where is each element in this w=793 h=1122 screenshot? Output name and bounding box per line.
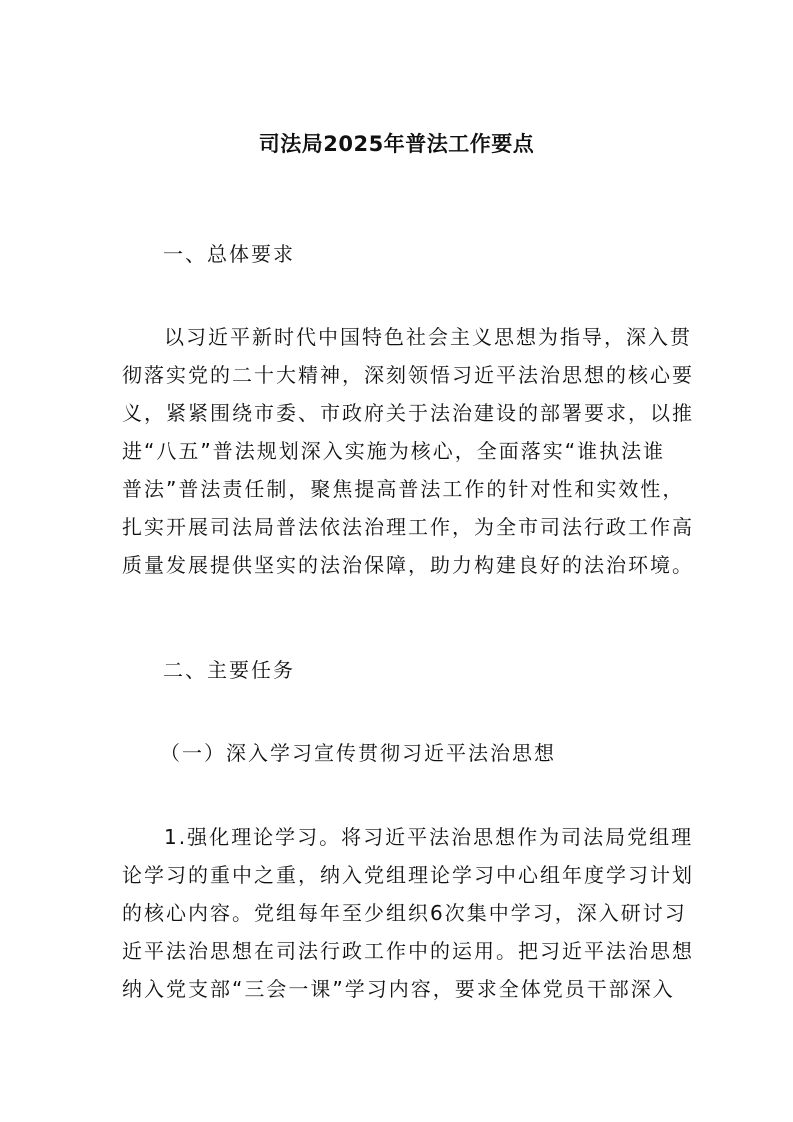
general-requirements-paragraph	[122, 318, 694, 584]
paragraph-line: 义，紧紧围绕市委、市政府关于法治建设的部署要求，以推	[122, 401, 694, 425]
paragraph-line: 论学习的重中之重，纳入党组理论学习中心组年度学习计划	[122, 863, 694, 887]
theory-study-paragraph	[122, 818, 694, 1008]
paragraph-line: 彻落实党的二十大精神，深刻领悟习近平法治思想的核心要	[122, 363, 694, 387]
paragraph-line: 近平法治思想在司法行政工作中的运用。把习近平法治思想	[122, 939, 694, 963]
paragraph-line: 1.强化理论学习。将习近平法治思想作为司法局党组理	[164, 825, 694, 849]
section-heading-main-tasks: 二、主要任务	[163, 658, 295, 682]
paragraph-line: 进“八五”普法规划深入实施为核心，全面落实“谁执法谁	[122, 439, 666, 463]
paragraph-line: 扎实开展司法局普法依法治理工作，为全市司法行政工作高	[122, 515, 694, 539]
paragraph-line: 普法”普法责任制，聚焦提高普法工作的针对性和实效性，	[122, 477, 685, 501]
section-heading-general-requirements: 一、总体要求	[163, 242, 295, 266]
document-title: 司法局2025年普法工作要点	[258, 132, 535, 156]
paragraph-line: 的核心内容。党组每年至少组织6次集中学习，深入研讨习	[122, 901, 687, 925]
subsection-heading-study-law-thought: （一）深入学习宣传贯彻习近平法治思想	[160, 741, 556, 765]
paragraph-line: 以习近平新时代中国特色社会主义思想为指导，深入贯	[164, 325, 692, 349]
paragraph-line: 纳入党支部“三会一课”学习内容，要求全体党员干部深入	[122, 977, 675, 1001]
paragraph-line: 质量发展提供坚实的法治保障，助力构建良好的法治环境。	[122, 553, 694, 577]
